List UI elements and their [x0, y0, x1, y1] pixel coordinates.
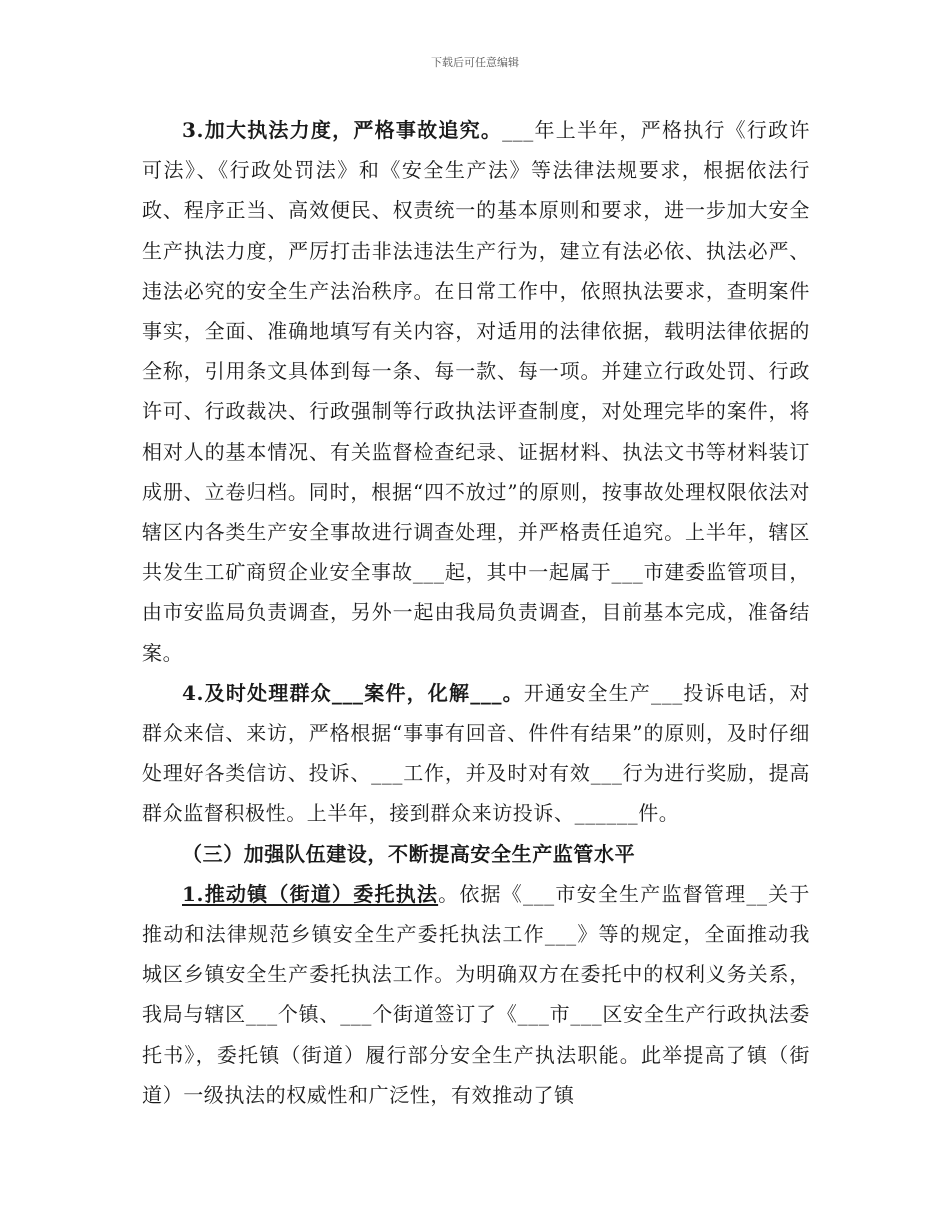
section-heading-1: 1.推动镇（街道）委托执法 — [182, 881, 439, 906]
paragraph-entrusted-enforcement — [142, 874, 810, 1115]
document-body — [142, 110, 810, 1115]
page-header: 下载后可任意编辑 — [431, 56, 519, 69]
section-heading-4a: 4.及时处理群众 — [182, 680, 332, 705]
paragraph-public-complaints — [142, 673, 810, 834]
paragraph-text: ___年上半年，严格执行《行政许可法》、《行政处罚法》和《安全生产法》等法律法规要求，根据依法行政、程序正当、高效便民、权责统一的基本原则和要求，进一步加大安全生产执法力度，严厉打击非法违法生产行为，建立有法必依、执法必严、违法必究的安全生产法治秩序。在日常工作中，依照执法要求，查明案件事实，全面、准确地填写有关内容，对适用的法律依据，载明法律依据的全称，引用条文具体到每一条、每一款、每一项。并建立行政处罚、行政许可、行政裁决、行政强制等行政执法评查制度，对处理完毕的案件，将相对人的基本情况、有关监督检查纪录、证据材料、执法文书等材料装订成册、立卷归档。同时，根据“四不放过”的原则，按事故处理权限依法对辖区内各类生产安全事故进行调查处理，并严格责任追究。上半年，辖区共发生工矿商贸企业安全事故___起，其中一起属于___市建委监管项目，由市安监局负责调查，另外一起由我局负责调查，目前基本完成，准备结案。 — [142, 118, 810, 665]
paragraph-text: 。依据《___市安全生产监督管理__关于推动和法律规范乡镇安全生产委托执法工作___》等的规定，全面推动我城区乡镇安全生产委托执法工作。为明确双方在委托中的权利义务关系，我局与辖区___个镇、___个街道签订了《___市___区安全生产行政执法委托书》，委托镇（街道）履行部分安全生产执法职能。此举提高了镇（街道）一级执法的权威性和广泛性，有效推动了镇 — [142, 881, 811, 1107]
subsection-title-3: （三）加强队伍建设，不断提高安全生产监管水平 — [182, 841, 636, 866]
section-heading-3: 3.加大执法力度，严格事故追究。 — [182, 118, 503, 142]
section-heading-4b: 案件，化解 — [363, 680, 471, 705]
heading-blank-1: ___ — [331, 680, 364, 705]
paragraph-text: 开通安全生产___投诉电话，对群众来信、来访，严格根据“事事有回音、件件有结果”的原则，及时仔细处理好各类信访、投诉、___工作，并及时对有效___行为进行奖励，提高群众监督积极性。上半年，接到群众来访投诉、______件。 — [142, 680, 811, 826]
section-heading-4c: 。 — [502, 680, 524, 705]
heading-blank-2: ___ — [470, 680, 503, 705]
paragraph-law-enforcement — [142, 110, 810, 673]
